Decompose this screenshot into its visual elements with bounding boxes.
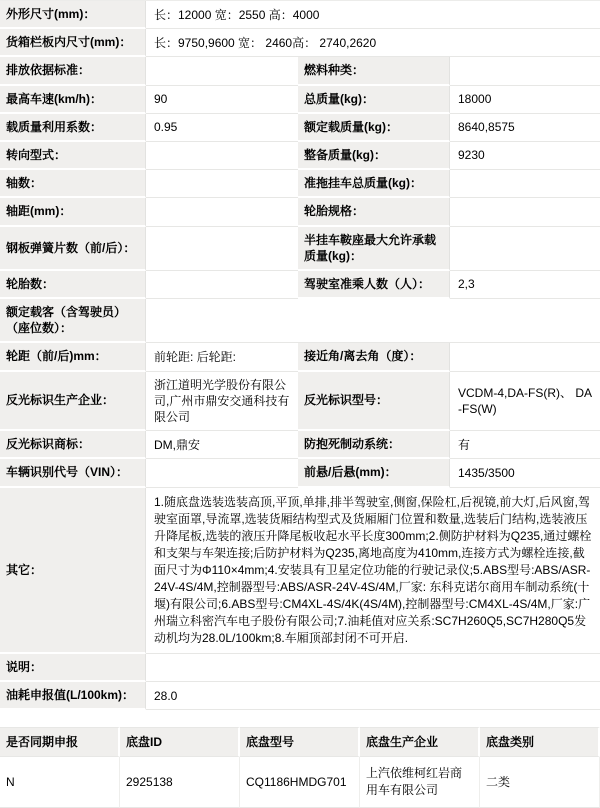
spec-value: 长：9750,9600 宽： 2460高： 2740,2620 bbox=[146, 29, 600, 57]
spec-label: 排放依据标准： bbox=[0, 57, 146, 85]
spec-value bbox=[146, 654, 600, 682]
spec-value bbox=[146, 170, 298, 198]
spec-value-other: 1.随底盘选装选装高顶,平顶,单排,排半驾驶室,侧窗,保险杠,后视镜,前大灯,后风窗,驾驶室面罩,导流罩,选装货厢结构型式及货厢厢门位置和数量,选装后门结构,选装液压升降尾板,选装的液压升降尾板收起水平长度300mm;2.侧防护材料为Q235,通过螺栓和支架与车架连接;后防护材料为Q235,离地高度为410mm,连接方式为螺栓连接,截面尺寸为Φ110×4mm;4.安装具有卫星定位功能的行驶记录仪;5.ABS型号:ABS/ASR-24V-4S/4M,控制器型号:ABS/ASR-24V-4S/4M,厂家: 东科克诺尔商用车制动系统(十堰)有限公司;6.ABS型号:CM4XL-4S/4K(4S/4M),控制器型号:CM4XL-4S/4M,厂家:广州瑞立科密汽车电子股份有限公司;7.油耗值对应关系:SC7H260Q5,SC7H280Q5发动机均为28.0L/100km;8.车厢顶部封闭不可开启. bbox=[146, 488, 600, 654]
spec-label: 额定载客（含驾驶员）（座位数）： bbox=[0, 299, 146, 343]
spec-row-other-notes bbox=[0, 488, 600, 654]
spec-value bbox=[146, 198, 298, 226]
spec-value bbox=[146, 271, 298, 299]
spec-label: 轴距(mm)： bbox=[0, 198, 146, 226]
chassis-manufacturer-value: 上汽依维柯红岩商用车有限公司 bbox=[360, 757, 480, 808]
spec-value bbox=[450, 227, 600, 271]
spec-label: 总质量(kg)： bbox=[298, 86, 450, 114]
spec-label: 轮胎数： bbox=[0, 271, 146, 299]
chassis-header-row bbox=[0, 727, 600, 757]
spec-value bbox=[146, 57, 298, 85]
spec-value: VCDM-4,DA-FS(R)、 DA-FS(W) bbox=[450, 372, 600, 432]
spec-label: 油耗申报值(L/100km)： bbox=[0, 682, 146, 710]
spec-row-vin-overhang bbox=[0, 459, 600, 487]
spec-row-wheelbase-tire-spec bbox=[0, 198, 600, 226]
chassis-header-declared: 是否同期申报 bbox=[0, 727, 120, 757]
spec-label: 其它： bbox=[0, 488, 146, 654]
spec-value: 1435/3500 bbox=[450, 459, 600, 487]
chassis-category-value: 二类 bbox=[480, 757, 600, 808]
spec-row-reflector-brand-abs bbox=[0, 431, 600, 459]
chassis-data-row bbox=[0, 757, 600, 808]
spec-row-steering-curb-mass bbox=[0, 142, 600, 170]
spec-row-remarks bbox=[0, 654, 600, 682]
spec-row-tire-count-cab-seats bbox=[0, 271, 600, 299]
spec-label: 半挂车鞍座最大允许承载质量(kg)： bbox=[298, 227, 450, 271]
spec-value bbox=[450, 343, 600, 371]
spec-row-fuel-consumption bbox=[0, 682, 600, 710]
chassis-header-manufacturer: 底盘生产企业 bbox=[360, 727, 480, 757]
spec-row-speed-total-mass bbox=[0, 86, 600, 114]
spec-value bbox=[146, 299, 600, 343]
spec-label: 驾驶室准乘人数（人）： bbox=[298, 271, 450, 299]
spec-label: 准拖挂车总质量(kg)： bbox=[298, 170, 450, 198]
spec-label: 轮胎规格： bbox=[298, 198, 450, 226]
spec-label: 轴数： bbox=[0, 170, 146, 198]
spec-value: 8640,8575 bbox=[450, 114, 600, 142]
spec-value: 28.0 bbox=[146, 682, 600, 710]
spec-row-passenger-capacity bbox=[0, 299, 600, 343]
spec-label: 接近角/离去角（度）： bbox=[298, 343, 450, 371]
spec-value: 90 bbox=[146, 86, 298, 114]
spec-value bbox=[450, 57, 600, 85]
spec-value bbox=[146, 459, 298, 487]
spec-label: 货箱栏板内尺寸(mm)： bbox=[0, 29, 146, 57]
spec-value: 2,3 bbox=[450, 271, 600, 299]
spec-label: 说明： bbox=[0, 654, 146, 682]
spec-value: 长：12000 宽：2550 高：4000 bbox=[146, 1, 600, 29]
spec-value bbox=[450, 170, 600, 198]
spec-label: 防抱死制动系统： bbox=[298, 431, 450, 459]
spec-value bbox=[450, 198, 600, 226]
chassis-header-id: 底盘ID bbox=[120, 727, 240, 757]
spec-value bbox=[146, 142, 298, 170]
spec-label: 钢板弹簧片数（前/后）： bbox=[0, 227, 146, 271]
spec-label: 反光标识型号： bbox=[298, 372, 450, 432]
spec-row-load-factor-rated-load bbox=[0, 114, 600, 142]
spec-value: 18000 bbox=[450, 86, 600, 114]
spec-row-cargo-inner-dimensions bbox=[0, 29, 600, 57]
spec-value: 9230 bbox=[450, 142, 600, 170]
spec-label: 燃料种类： bbox=[298, 57, 450, 85]
spec-label: 载质量利用系数： bbox=[0, 114, 146, 142]
spec-row-overall-dimensions bbox=[0, 1, 600, 29]
spec-label: 转向型式： bbox=[0, 142, 146, 170]
spec-value: 0.95 bbox=[146, 114, 298, 142]
spec-row-reflector-manufacturer-model bbox=[0, 372, 600, 432]
chassis-info-table bbox=[0, 727, 600, 808]
spec-label: 车辆识别代号（VIN）： bbox=[0, 459, 146, 487]
chassis-header-model: 底盘型号 bbox=[240, 727, 360, 757]
spec-value: DM,鼎安 bbox=[146, 431, 298, 459]
spec-value: 浙江道明光学股份有限公司,广州市鼎安交通科技有限公司 bbox=[146, 372, 298, 432]
spec-label: 反光标识商标： bbox=[0, 431, 146, 459]
spec-label: 最高车速(km/h)： bbox=[0, 86, 146, 114]
spec-row-emission-fuel bbox=[0, 57, 600, 85]
chassis-header-category: 底盘类别 bbox=[480, 727, 600, 757]
spec-label: 外形尺寸(mm)： bbox=[0, 1, 146, 29]
chassis-model-value: CQ1186HMDG701 bbox=[240, 757, 360, 808]
spec-row-springs-saddle-load bbox=[0, 227, 600, 271]
spec-label: 反光标识生产企业： bbox=[0, 372, 146, 432]
spec-value bbox=[146, 227, 298, 271]
chassis-declared-value: N bbox=[0, 757, 120, 808]
spec-label: 额定载质量(kg)： bbox=[298, 114, 450, 142]
spec-value: 前轮距: 后轮距: bbox=[146, 343, 298, 371]
spec-label: 前悬/后悬(mm)： bbox=[298, 459, 450, 487]
spec-row-track-approach-angle bbox=[0, 343, 600, 371]
spec-label: 整备质量(kg)： bbox=[298, 142, 450, 170]
chassis-id-value: 2925138 bbox=[120, 757, 240, 808]
table-gap bbox=[0, 710, 600, 727]
spec-label: 轮距（前/后)mm： bbox=[0, 343, 146, 371]
spec-row-axles-trailer-mass bbox=[0, 170, 600, 198]
spec-value: 有 bbox=[450, 431, 600, 459]
